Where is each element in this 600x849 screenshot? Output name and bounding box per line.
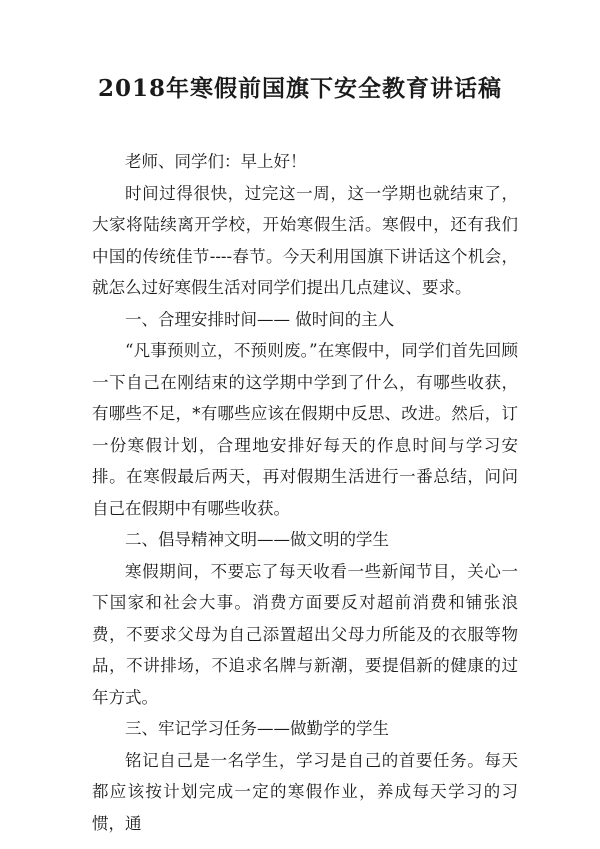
section-heading-1: 一、合理安排时间—— 做时间的主人	[125, 309, 395, 329]
document-body	[92, 146, 518, 839]
greeting-paragraph: 老师、同学们：早上好！	[125, 152, 307, 171]
section-heading-3: 三、牢记学习任务——做勤学的学生	[125, 719, 389, 738]
document-title: 2018年寒假前国旗下安全教育讲话稿	[97, 75, 502, 102]
section-3-paragraph: 铭记自己是一名学生，学习是自己的首要任务。每天都应该按计划完成一定的寒假作业，养成每天学习的习惯，通	[92, 750, 518, 833]
section-heading-2: 二、倡导精神文明——做文明的学生	[125, 530, 389, 549]
section-1-paragraph: “凡事预则立，不预则废。”在寒假中，同学们首先回顾一下自己在刚结束的这学期中学到了什么，有哪些收获，有哪些不足，*有哪些应该在假期中反思、改进。然后，订一份寒假计划，合理地安排好每天的作息时间与学习安排。在寒假最后两天，再对假期生活进行一番总结，问问自己在假期中有哪些收获。	[92, 341, 518, 518]
section-2-paragraph: 寒假期间，不要忘了每天收看一些新闻节目，关心一下国家和社会大事。消费方面要反对超前消费和铺张浪费，不要求父母为自己添置超出父母力所能及的衣服等物品，不讲排场，不追求名牌与新潮，要提倡新的健康的过年方式。	[92, 561, 518, 707]
intro-paragraph: 时间过得很快，过完这一周，这一学期也就结束了，大家将陆续离开学校，开始寒假生活。寒假中，还有我们中国的传统佳节----春节。今天利用国旗下讲话这个机会，就怎么过好寒假生活对同学们提出几点建议、要求。	[92, 183, 518, 297]
